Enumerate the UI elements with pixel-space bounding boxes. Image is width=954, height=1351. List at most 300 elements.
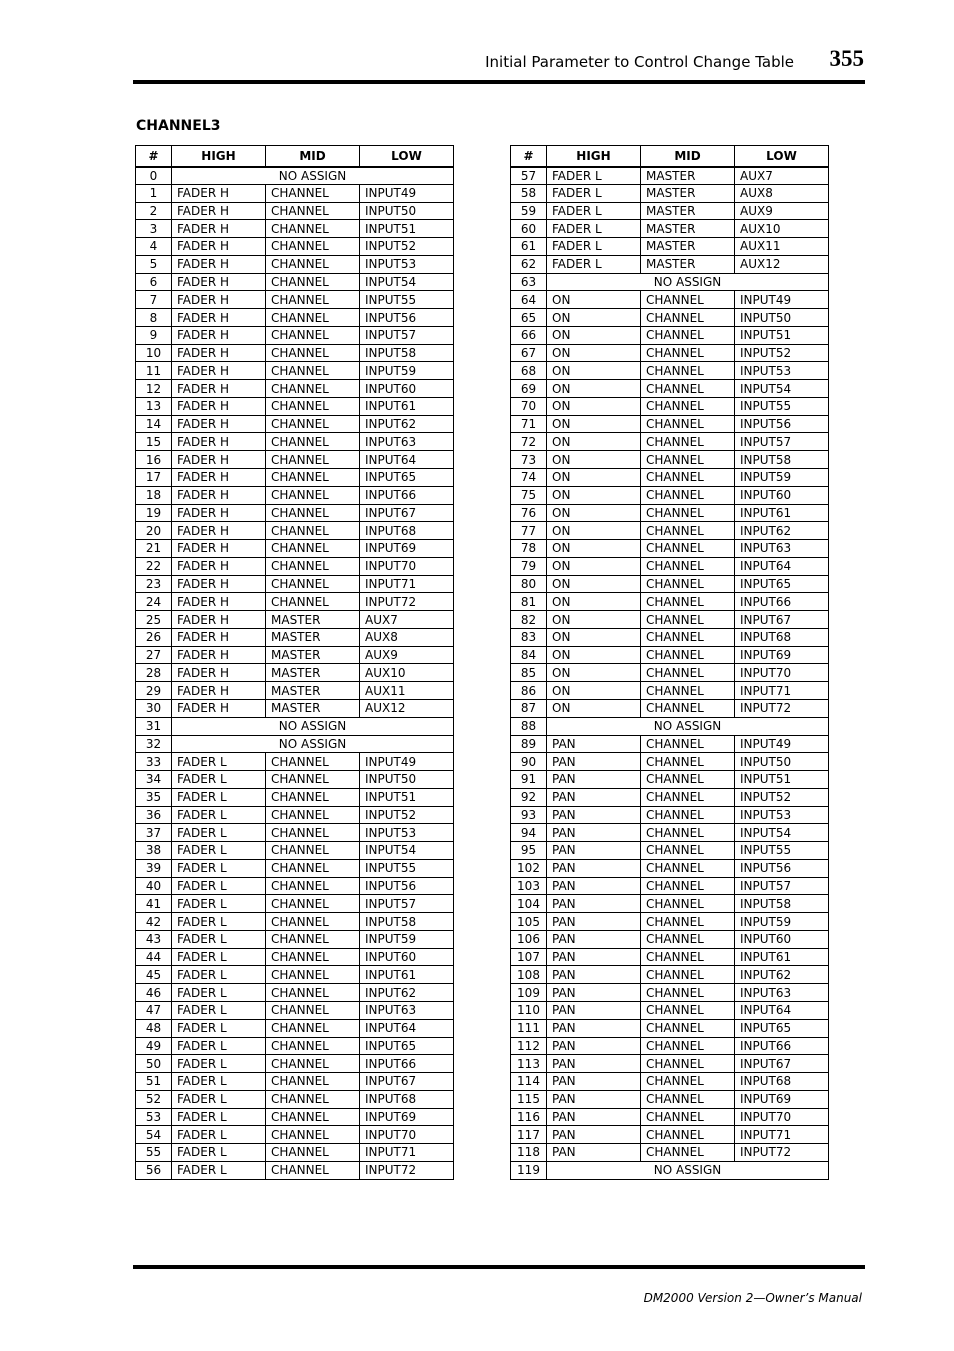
cc-number-cell: 41 bbox=[136, 895, 172, 913]
low-cell: INPUT64 bbox=[735, 1001, 829, 1019]
mid-cell: CHANNEL bbox=[266, 397, 360, 415]
cc-number-cell: 105 bbox=[511, 913, 547, 931]
table-row bbox=[136, 895, 454, 913]
high-cell: FADER L bbox=[172, 877, 266, 895]
cc-number-cell: 44 bbox=[136, 948, 172, 966]
low-cell: INPUT71 bbox=[735, 682, 829, 700]
low-cell: INPUT58 bbox=[735, 451, 829, 469]
cc-number-cell: 81 bbox=[511, 593, 547, 611]
cc-number-cell: 2 bbox=[136, 202, 172, 220]
high-cell: PAN bbox=[547, 984, 641, 1002]
mid-cell: CHANNEL bbox=[641, 913, 735, 931]
low-cell: INPUT63 bbox=[735, 984, 829, 1002]
high-cell: FADER H bbox=[172, 238, 266, 256]
column-header-mid: MID bbox=[266, 146, 360, 167]
column-header-number: # bbox=[511, 146, 547, 167]
table-row bbox=[136, 966, 454, 984]
mid-cell: CHANNEL bbox=[641, 557, 735, 575]
high-cell: ON bbox=[547, 326, 641, 344]
mid-cell: CHANNEL bbox=[266, 202, 360, 220]
high-cell: FADER L bbox=[172, 1037, 266, 1055]
low-cell: INPUT54 bbox=[360, 273, 454, 291]
table-row bbox=[136, 415, 454, 433]
low-cell: INPUT64 bbox=[735, 557, 829, 575]
table-row bbox=[136, 451, 454, 469]
high-cell: FADER H bbox=[172, 380, 266, 398]
mid-cell: CHANNEL bbox=[641, 1108, 735, 1126]
table-row bbox=[511, 966, 829, 984]
high-cell: FADER L bbox=[172, 1019, 266, 1037]
cc-number-cell: 111 bbox=[511, 1019, 547, 1037]
cc-number-cell: 23 bbox=[136, 575, 172, 593]
high-cell: FADER L bbox=[172, 1073, 266, 1091]
mid-cell: CHANNEL bbox=[641, 291, 735, 309]
mid-cell: CHANNEL bbox=[641, 504, 735, 522]
mid-cell: CHANNEL bbox=[641, 1090, 735, 1108]
table-row bbox=[511, 255, 829, 273]
low-cell: INPUT63 bbox=[360, 433, 454, 451]
high-cell: FADER H bbox=[172, 415, 266, 433]
mid-cell: CHANNEL bbox=[266, 433, 360, 451]
mid-cell: CHANNEL bbox=[266, 557, 360, 575]
table-row bbox=[136, 611, 454, 629]
high-cell: PAN bbox=[547, 930, 641, 948]
mid-cell: CHANNEL bbox=[266, 380, 360, 398]
low-cell: AUX12 bbox=[735, 255, 829, 273]
cc-number-cell: 8 bbox=[136, 309, 172, 327]
table-row bbox=[136, 877, 454, 895]
table-row bbox=[511, 1073, 829, 1091]
mid-cell: MASTER bbox=[641, 220, 735, 238]
table-row bbox=[511, 948, 829, 966]
high-cell: ON bbox=[547, 557, 641, 575]
low-cell: INPUT65 bbox=[360, 1037, 454, 1055]
high-cell: FADER H bbox=[172, 291, 266, 309]
table-row bbox=[136, 575, 454, 593]
high-cell: PAN bbox=[547, 753, 641, 771]
cc-number-cell: 76 bbox=[511, 504, 547, 522]
low-cell: INPUT53 bbox=[735, 362, 829, 380]
table-body-left bbox=[136, 167, 454, 1180]
cc-number-cell: 42 bbox=[136, 913, 172, 931]
high-cell: FADER H bbox=[172, 593, 266, 611]
low-cell: INPUT60 bbox=[360, 380, 454, 398]
mid-cell: MASTER bbox=[266, 611, 360, 629]
cc-number-cell: 7 bbox=[136, 291, 172, 309]
high-cell: PAN bbox=[547, 842, 641, 860]
table-row bbox=[511, 1001, 829, 1019]
low-cell: INPUT61 bbox=[735, 948, 829, 966]
table-row bbox=[136, 735, 454, 753]
mid-cell: CHANNEL bbox=[266, 771, 360, 789]
high-cell: FADER L bbox=[172, 771, 266, 789]
high-cell: FADER H bbox=[172, 504, 266, 522]
low-cell: INPUT59 bbox=[360, 362, 454, 380]
low-cell: INPUT51 bbox=[735, 771, 829, 789]
table-row bbox=[136, 682, 454, 700]
cc-number-cell: 59 bbox=[511, 202, 547, 220]
mid-cell: CHANNEL bbox=[641, 1126, 735, 1144]
table-row bbox=[136, 291, 454, 309]
table-row bbox=[511, 611, 829, 629]
cc-number-cell: 5 bbox=[136, 255, 172, 273]
low-cell: INPUT54 bbox=[360, 842, 454, 860]
mid-cell: CHANNEL bbox=[266, 895, 360, 913]
low-cell: INPUT70 bbox=[735, 664, 829, 682]
table-row bbox=[511, 451, 829, 469]
low-cell: INPUT52 bbox=[360, 238, 454, 256]
low-cell: INPUT69 bbox=[735, 646, 829, 664]
high-cell: FADER L bbox=[172, 859, 266, 877]
low-cell: INPUT72 bbox=[360, 593, 454, 611]
table-row bbox=[136, 1055, 454, 1073]
low-cell: INPUT66 bbox=[360, 486, 454, 504]
mid-cell: CHANNEL bbox=[641, 859, 735, 877]
high-cell: ON bbox=[547, 344, 641, 362]
table-row bbox=[136, 273, 454, 291]
high-cell: ON bbox=[547, 628, 641, 646]
low-cell: INPUT50 bbox=[735, 309, 829, 327]
mid-cell: CHANNEL bbox=[641, 682, 735, 700]
low-cell: INPUT56 bbox=[360, 309, 454, 327]
high-cell: FADER H bbox=[172, 309, 266, 327]
cc-number-cell: 95 bbox=[511, 842, 547, 860]
high-cell: FADER H bbox=[172, 255, 266, 273]
mid-cell: MASTER bbox=[641, 202, 735, 220]
low-cell: INPUT57 bbox=[360, 895, 454, 913]
mid-cell: CHANNEL bbox=[266, 753, 360, 771]
mid-cell: CHANNEL bbox=[641, 984, 735, 1002]
high-cell: PAN bbox=[547, 1108, 641, 1126]
mid-cell: CHANNEL bbox=[641, 593, 735, 611]
low-cell: INPUT66 bbox=[360, 1055, 454, 1073]
table-row bbox=[511, 291, 829, 309]
low-cell: INPUT69 bbox=[360, 1108, 454, 1126]
high-cell: ON bbox=[547, 611, 641, 629]
low-cell: INPUT61 bbox=[360, 966, 454, 984]
cc-number-cell: 54 bbox=[136, 1126, 172, 1144]
cc-number-cell: 32 bbox=[136, 735, 172, 753]
table-row bbox=[136, 842, 454, 860]
low-cell: INPUT60 bbox=[735, 486, 829, 504]
cc-number-cell: 93 bbox=[511, 806, 547, 824]
mid-cell: CHANNEL bbox=[266, 984, 360, 1002]
table-row bbox=[136, 255, 454, 273]
table-row bbox=[136, 1126, 454, 1144]
cc-number-cell: 77 bbox=[511, 522, 547, 540]
table-row bbox=[136, 664, 454, 682]
table-row bbox=[136, 913, 454, 931]
low-cell: INPUT64 bbox=[360, 1019, 454, 1037]
cc-number-cell: 118 bbox=[511, 1144, 547, 1162]
table-row bbox=[511, 859, 829, 877]
low-cell: INPUT54 bbox=[735, 380, 829, 398]
table-row bbox=[136, 202, 454, 220]
cc-number-cell: 25 bbox=[136, 611, 172, 629]
table-row bbox=[136, 984, 454, 1002]
cc-number-cell: 1 bbox=[136, 184, 172, 202]
high-cell: FADER L bbox=[547, 238, 641, 256]
low-cell: INPUT71 bbox=[735, 1126, 829, 1144]
table-row bbox=[136, 646, 454, 664]
table-row bbox=[136, 1108, 454, 1126]
cc-number-cell: 72 bbox=[511, 433, 547, 451]
cc-number-cell: 104 bbox=[511, 895, 547, 913]
low-cell: INPUT67 bbox=[360, 1073, 454, 1091]
table-row bbox=[511, 397, 829, 415]
table-row bbox=[136, 806, 454, 824]
table-row bbox=[136, 238, 454, 256]
mid-cell: CHANNEL bbox=[266, 238, 360, 256]
mid-cell: CHANNEL bbox=[641, 664, 735, 682]
high-cell: FADER L bbox=[172, 913, 266, 931]
mid-cell: CHANNEL bbox=[266, 504, 360, 522]
cc-number-cell: 89 bbox=[511, 735, 547, 753]
cc-number-cell: 55 bbox=[136, 1144, 172, 1162]
high-cell: PAN bbox=[547, 1001, 641, 1019]
cc-number-cell: 60 bbox=[511, 220, 547, 238]
table-row bbox=[511, 486, 829, 504]
table-row bbox=[511, 1090, 829, 1108]
mid-cell: CHANNEL bbox=[266, 1144, 360, 1162]
high-cell: ON bbox=[547, 380, 641, 398]
footer-rule bbox=[133, 1265, 865, 1269]
table-row bbox=[136, 469, 454, 487]
cc-number-cell: 43 bbox=[136, 930, 172, 948]
low-cell: INPUT51 bbox=[360, 788, 454, 806]
table-row bbox=[511, 344, 829, 362]
table-row bbox=[136, 824, 454, 842]
table-row bbox=[136, 362, 454, 380]
low-cell: INPUT68 bbox=[360, 522, 454, 540]
mid-cell: CHANNEL bbox=[266, 326, 360, 344]
mid-cell: CHANNEL bbox=[641, 646, 735, 664]
cc-number-cell: 80 bbox=[511, 575, 547, 593]
cc-number-cell: 73 bbox=[511, 451, 547, 469]
cc-number-cell: 82 bbox=[511, 611, 547, 629]
cc-number-cell: 14 bbox=[136, 415, 172, 433]
table-row bbox=[511, 664, 829, 682]
high-cell: FADER L bbox=[172, 1126, 266, 1144]
low-cell: INPUT49 bbox=[735, 291, 829, 309]
mid-cell: CHANNEL bbox=[641, 966, 735, 984]
table-row bbox=[511, 326, 829, 344]
low-cell: INPUT58 bbox=[735, 895, 829, 913]
mid-cell: CHANNEL bbox=[266, 593, 360, 611]
mid-cell: CHANNEL bbox=[641, 522, 735, 540]
high-cell: PAN bbox=[547, 771, 641, 789]
cc-number-cell: 51 bbox=[136, 1073, 172, 1091]
cc-table-right bbox=[510, 145, 829, 1180]
mid-cell: CHANNEL bbox=[641, 469, 735, 487]
cc-number-cell: 108 bbox=[511, 966, 547, 984]
low-cell: INPUT67 bbox=[735, 1055, 829, 1073]
cc-number-cell: 38 bbox=[136, 842, 172, 860]
mid-cell: CHANNEL bbox=[641, 806, 735, 824]
table-row bbox=[136, 504, 454, 522]
table-row bbox=[511, 504, 829, 522]
low-cell: INPUT53 bbox=[360, 255, 454, 273]
table-row bbox=[511, 682, 829, 700]
low-cell: AUX8 bbox=[360, 628, 454, 646]
high-cell: PAN bbox=[547, 1073, 641, 1091]
cc-number-cell: 109 bbox=[511, 984, 547, 1002]
mid-cell: MASTER bbox=[266, 646, 360, 664]
low-cell: INPUT65 bbox=[735, 575, 829, 593]
high-cell: FADER H bbox=[172, 486, 266, 504]
table-row bbox=[511, 469, 829, 487]
table-row bbox=[511, 220, 829, 238]
mid-cell: CHANNEL bbox=[641, 1019, 735, 1037]
high-cell: ON bbox=[547, 451, 641, 469]
low-cell: INPUT69 bbox=[360, 540, 454, 558]
cc-number-cell: 116 bbox=[511, 1108, 547, 1126]
high-cell: ON bbox=[547, 682, 641, 700]
table-row bbox=[136, 717, 454, 735]
mid-cell: CHANNEL bbox=[641, 326, 735, 344]
mid-cell: CHANNEL bbox=[641, 628, 735, 646]
low-cell: INPUT70 bbox=[360, 1126, 454, 1144]
mid-cell: CHANNEL bbox=[266, 522, 360, 540]
column-header-mid: MID bbox=[641, 146, 735, 167]
table-row bbox=[511, 824, 829, 842]
high-cell: FADER L bbox=[172, 948, 266, 966]
high-cell: PAN bbox=[547, 859, 641, 877]
mid-cell: CHANNEL bbox=[266, 877, 360, 895]
high-cell: FADER H bbox=[172, 433, 266, 451]
high-cell: FADER H bbox=[172, 451, 266, 469]
cc-number-cell: 36 bbox=[136, 806, 172, 824]
table-row bbox=[136, 309, 454, 327]
table-row bbox=[511, 593, 829, 611]
low-cell: INPUT49 bbox=[735, 735, 829, 753]
cc-number-cell: 10 bbox=[136, 344, 172, 362]
mid-cell: CHANNEL bbox=[266, 1055, 360, 1073]
table-row bbox=[136, 1144, 454, 1162]
low-cell: INPUT52 bbox=[735, 788, 829, 806]
cc-number-cell: 66 bbox=[511, 326, 547, 344]
cc-number-cell: 88 bbox=[511, 717, 547, 735]
mid-cell: CHANNEL bbox=[641, 1073, 735, 1091]
high-cell: FADER L bbox=[172, 966, 266, 984]
mid-cell: CHANNEL bbox=[266, 788, 360, 806]
table-row bbox=[511, 1037, 829, 1055]
table-row bbox=[136, 859, 454, 877]
footer-text: DM2000 Version 2—Owner’s Manual bbox=[643, 1291, 862, 1305]
cc-number-cell: 79 bbox=[511, 557, 547, 575]
cc-number-cell: 50 bbox=[136, 1055, 172, 1073]
table-row bbox=[511, 753, 829, 771]
low-cell: AUX12 bbox=[360, 699, 454, 717]
column-header-number: # bbox=[136, 146, 172, 167]
high-cell: FADER H bbox=[172, 220, 266, 238]
high-cell: FADER L bbox=[172, 1001, 266, 1019]
high-cell: FADER L bbox=[172, 1144, 266, 1162]
low-cell: INPUT51 bbox=[360, 220, 454, 238]
cc-number-cell: 11 bbox=[136, 362, 172, 380]
high-cell: FADER L bbox=[172, 824, 266, 842]
cc-number-cell: 110 bbox=[511, 1001, 547, 1019]
cc-number-cell: 85 bbox=[511, 664, 547, 682]
high-cell: FADER L bbox=[172, 806, 266, 824]
low-cell: INPUT72 bbox=[735, 699, 829, 717]
low-cell: INPUT58 bbox=[360, 913, 454, 931]
low-cell: INPUT57 bbox=[360, 326, 454, 344]
cc-number-cell: 39 bbox=[136, 859, 172, 877]
mid-cell: CHANNEL bbox=[266, 486, 360, 504]
mid-cell: CHANNEL bbox=[641, 415, 735, 433]
table-row bbox=[511, 984, 829, 1002]
mid-cell: CHANNEL bbox=[266, 1126, 360, 1144]
cc-number-cell: 9 bbox=[136, 326, 172, 344]
no-assign-cell: NO ASSIGN bbox=[547, 1161, 829, 1179]
mid-cell: CHANNEL bbox=[641, 486, 735, 504]
high-cell: ON bbox=[547, 504, 641, 522]
table-row bbox=[136, 557, 454, 575]
high-cell: FADER H bbox=[172, 469, 266, 487]
table-row bbox=[511, 362, 829, 380]
low-cell: INPUT60 bbox=[735, 930, 829, 948]
high-cell: FADER L bbox=[172, 930, 266, 948]
high-cell: PAN bbox=[547, 1144, 641, 1162]
table-row bbox=[511, 717, 829, 735]
low-cell: AUX11 bbox=[360, 682, 454, 700]
table-row bbox=[511, 575, 829, 593]
low-cell: AUX9 bbox=[735, 202, 829, 220]
mid-cell: CHANNEL bbox=[641, 788, 735, 806]
low-cell: INPUT56 bbox=[735, 415, 829, 433]
mid-cell: CHANNEL bbox=[266, 540, 360, 558]
header-title: Initial Parameter to Control Change Table bbox=[485, 53, 794, 71]
high-cell: PAN bbox=[547, 735, 641, 753]
table-row bbox=[136, 1161, 454, 1179]
low-cell: INPUT63 bbox=[735, 540, 829, 558]
mid-cell: CHANNEL bbox=[266, 1001, 360, 1019]
cc-number-cell: 47 bbox=[136, 1001, 172, 1019]
mid-cell: CHANNEL bbox=[641, 1037, 735, 1055]
cc-number-cell: 67 bbox=[511, 344, 547, 362]
table-row bbox=[511, 788, 829, 806]
cc-number-cell: 17 bbox=[136, 469, 172, 487]
table-row bbox=[136, 753, 454, 771]
high-cell: FADER L bbox=[547, 220, 641, 238]
table-header-row bbox=[511, 146, 829, 167]
mid-cell: CHANNEL bbox=[266, 913, 360, 931]
mid-cell: CHANNEL bbox=[266, 1161, 360, 1179]
high-cell: PAN bbox=[547, 1055, 641, 1073]
low-cell: INPUT62 bbox=[735, 966, 829, 984]
table-row bbox=[136, 1090, 454, 1108]
table-row bbox=[511, 1126, 829, 1144]
table-row bbox=[511, 1055, 829, 1073]
cc-number-cell: 68 bbox=[511, 362, 547, 380]
high-cell: FADER L bbox=[172, 1108, 266, 1126]
no-assign-cell: NO ASSIGN bbox=[172, 735, 454, 753]
mid-cell: CHANNEL bbox=[266, 184, 360, 202]
mid-cell: CHANNEL bbox=[641, 362, 735, 380]
table-row bbox=[511, 202, 829, 220]
low-cell: INPUT50 bbox=[735, 753, 829, 771]
mid-cell: CHANNEL bbox=[266, 451, 360, 469]
header-rule bbox=[133, 80, 865, 84]
low-cell: INPUT72 bbox=[735, 1144, 829, 1162]
low-cell: INPUT68 bbox=[735, 628, 829, 646]
low-cell: INPUT53 bbox=[735, 806, 829, 824]
low-cell: INPUT56 bbox=[735, 859, 829, 877]
table-row bbox=[136, 486, 454, 504]
low-cell: AUX7 bbox=[360, 611, 454, 629]
table-row bbox=[511, 877, 829, 895]
